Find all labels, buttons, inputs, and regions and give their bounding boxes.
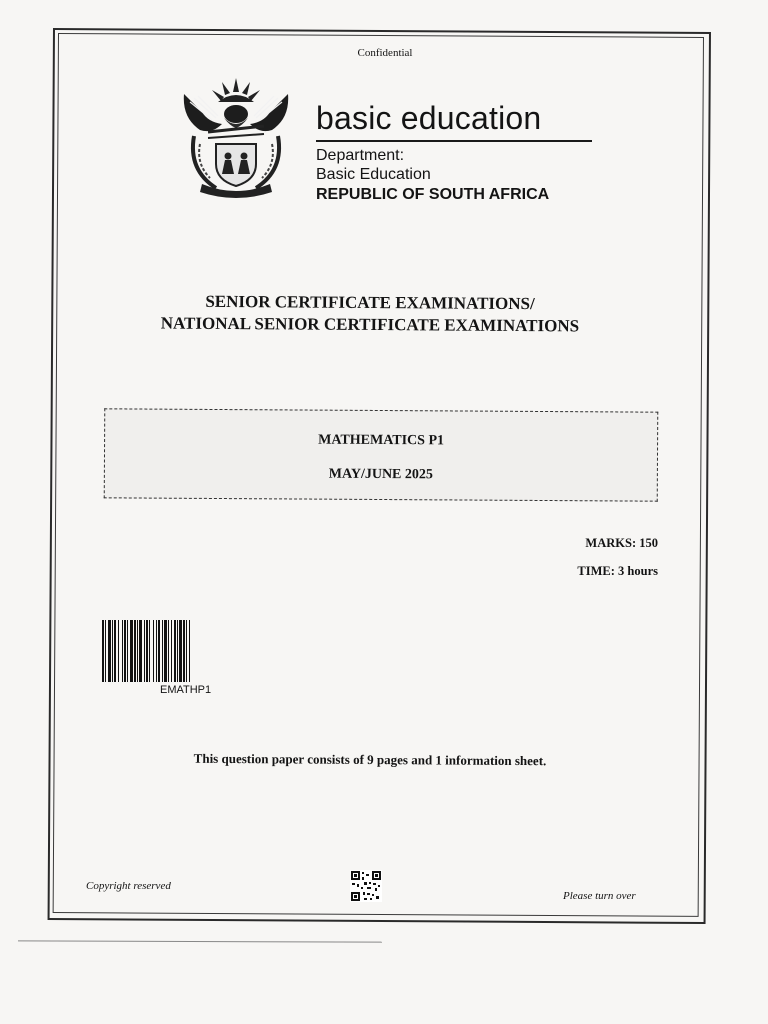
barcode-code: EMATHP1 xyxy=(160,684,212,696)
department-line-2: Basic Education xyxy=(316,166,431,183)
brand-title: basic education xyxy=(316,100,542,136)
time-label: TIME: xyxy=(577,564,615,578)
department-line-1: Department: xyxy=(316,147,405,164)
barcode-icon xyxy=(102,620,276,682)
subject-name: MATHEMATICS P1 xyxy=(318,432,445,449)
subject-box xyxy=(104,408,659,501)
marks-label: MARKS: xyxy=(585,536,637,550)
time-value: 3 hours xyxy=(618,564,658,578)
coat-of-arms-icon xyxy=(178,74,294,202)
exam-title-line-2: NATIONAL SENIOR CERTIFICATE EXAMINATIONS xyxy=(160,313,580,336)
country-name: REPUBLIC OF SOUTH AFRICA xyxy=(316,186,550,203)
marks-value: 150 xyxy=(639,536,658,550)
qr-code-icon xyxy=(350,870,382,902)
exam-title-line-1: SENIOR CERTIFICATE EXAMINATIONS/ xyxy=(205,291,535,314)
copyright-notice: Copyright reserved xyxy=(86,880,171,892)
confidential-label: Confidential xyxy=(357,47,413,59)
exam-session: MAY/JUNE 2025 xyxy=(328,466,433,483)
scan-artifact-line xyxy=(18,940,382,942)
marks-line xyxy=(540,536,658,551)
brand-underline xyxy=(316,140,592,142)
department-branding xyxy=(316,98,606,205)
exam-title xyxy=(120,290,620,337)
turn-over-notice: Please turn over xyxy=(563,890,636,902)
time-line xyxy=(540,564,658,579)
page-count-note: This question paper consists of 9 pages and 1 information sheet. xyxy=(193,750,547,769)
